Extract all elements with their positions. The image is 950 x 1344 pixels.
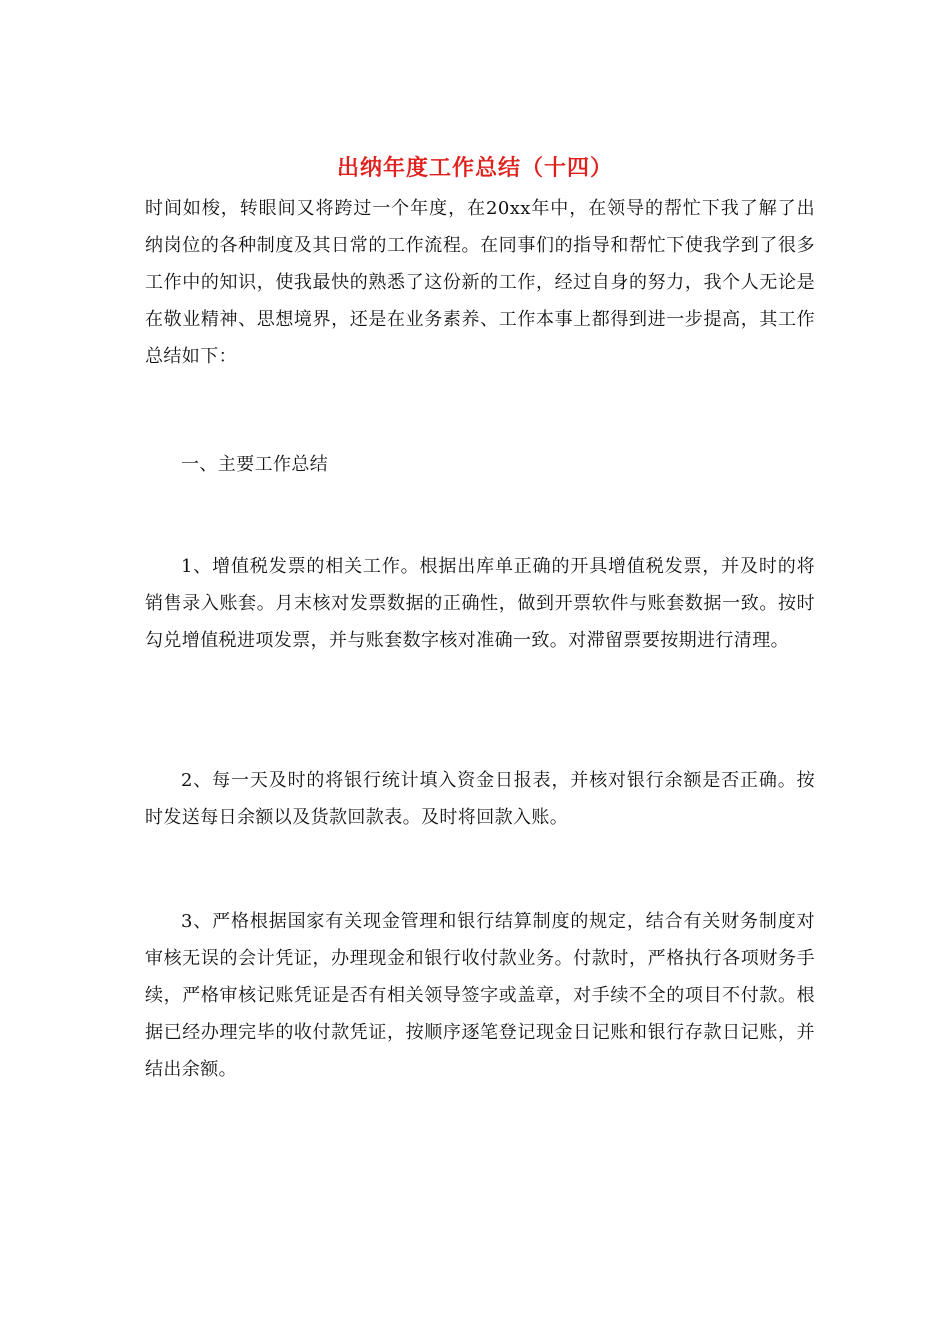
- work-item-paragraph: 2、每一天及时的将银行统计填入资金日报表，并核对银行余额是否正确。按时发送每日余额以及货款回款表。及时将回款入账。: [145, 770, 815, 828]
- work-item-paragraph: 3、严格根据国家有关现金管理和银行结算制度的规定，结合有关财务制度对审核无误的会计凭证，办理现金和银行收付款业务。付款时，严格执行各项财务手续，严格审核记账凭证是否有相关领导签字或盖章，对手续不全的项目不付款。根据已经办理完毕的收付款凭证，按顺序逐笔登记现金日记账和银行存款日记账，并结出余额。: [145, 911, 815, 1080]
- work-item-paragraph: 1、增值税发票的相关工作。根据出库单正确的开具增值税发票，并及时的将销售录入账套。月末核对发票数据的正确性，做到开票软件与账套数据一致。按时勾兑增值税进项发票，并与账套数字核对准确一致。对滞留票要按期进行清理。: [145, 556, 815, 651]
- document-title: 出纳年度工作总结（十四）: [336, 155, 613, 181]
- section-heading: 一、主要工作总结: [181, 454, 329, 475]
- intro-paragraph: 时间如梭，转眼间又将跨过一个年度，在20xx年中，在领导的帮忙下我了解了出纳岗位的各种制度及其日常的工作流程。在同事们的指导和帮忙下使我学到了很多工作中的知识，使我最快的熟悉了这份新的工作，经过自身的努力，我个人无论是在敬业精神、思想境界，还是在业务素养、工作本事上都得到进一步提高，其工作总结如下：: [145, 198, 815, 367]
